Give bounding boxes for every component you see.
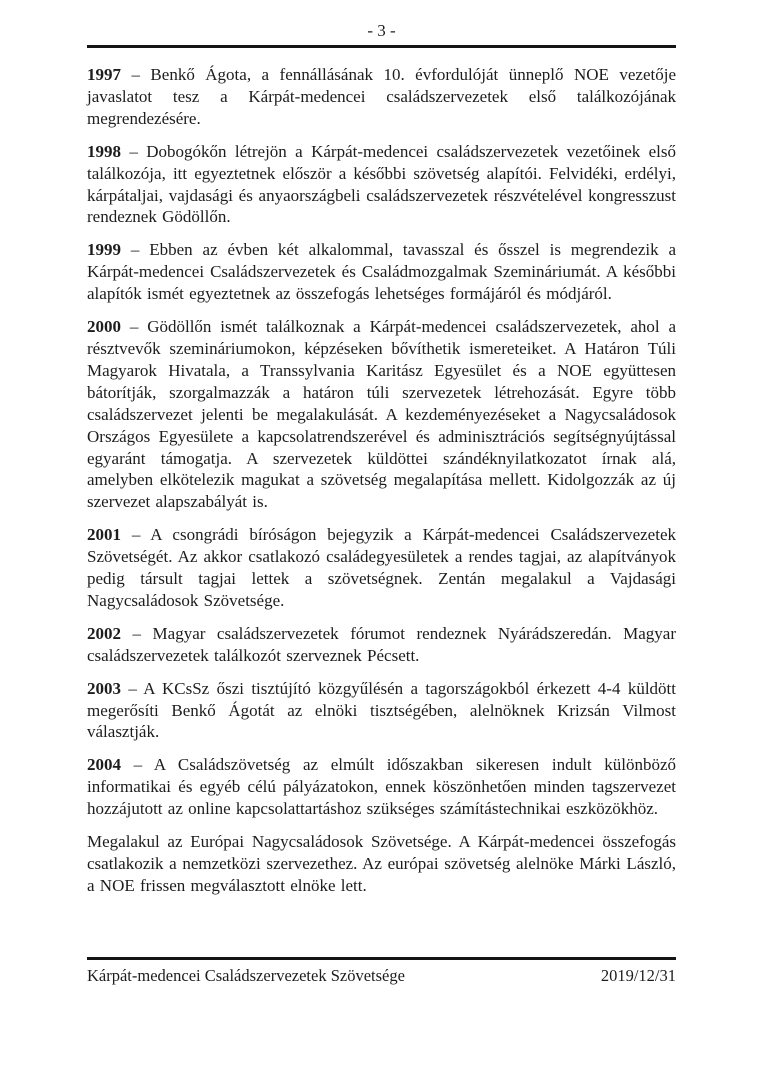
page-content [87, 21, 676, 908]
page-footer [87, 957, 676, 986]
paragraph-text: – Magyar családszervezetek fórumot rendeznek Nyárádszeredán. Magyar családszervezetek találkozót szerveznek Pécsett. [87, 623, 676, 665]
document-body [87, 64, 676, 897]
paragraph-text: – Benkő Ágota, a fennállásának 10. évfordulóját ünneplő NOE vezetője javaslatot tesz a Kárpát-medencei családszervezetek első találkozójának megrendezésére. [87, 65, 676, 128]
timeline-paragraph [87, 316, 676, 513]
paragraph-text: – Ebben az évben két alkalommal, tavasszal és ősszel is megrendezik a Kárpát-medencei Családszervezetek és Családmozgalmak Szemináriumát. A későbbi alapítók ismét egyeztetnek az összefogás lehetséges formájáról és módjáról. [87, 240, 676, 304]
footer-date: 2019/12/31 [600, 966, 676, 985]
year-label: 2004 [87, 755, 121, 775]
timeline-paragraph [87, 831, 676, 897]
footer-organization: Kárpát-medencei Családszervezetek Szövetsége [87, 966, 405, 985]
paragraph-text: – A Családszövetség az elmúlt időszakban sikeresen indult különböző informatikai és egyéb célú pályázatokon, ennek köszönhetően minden tagszervezet hozzájutott az online kapcsolattartáshoz szükséges számítástechnikai eszközökhöz. [87, 755, 676, 819]
year-label: 2000 [87, 317, 121, 337]
year-label: 2003 [87, 678, 121, 698]
timeline-paragraph [87, 623, 676, 667]
header-rule [87, 45, 676, 48]
timeline-paragraph [87, 678, 676, 744]
year-label: 2002 [87, 623, 121, 643]
year-label: 2001 [87, 525, 121, 545]
paragraph-text: – A KCsSz őszi tisztújító közgyűlésén a tagországokból érkezett 4-4 küldött megerősíti Benkő Ágotát az elnöki tisztségében, alelnöknek Krizsán Vilmost választják. [87, 678, 676, 742]
timeline-paragraph [87, 64, 676, 130]
year-label: 1998 [87, 141, 121, 161]
paragraph-text: – Gödöllőn ismét találkoznak a Kárpát-medencei családszervezetek, ahol a résztvevők szemináriumokon, képzéseken bővíthetik ismereteiket. A Határon Túli Magyarok Hivatala, a Transsylvania Karitász Egyesület és a NOE együttesen bátorítják, szorgalmazzák a határon túli szervezetek létrehozását. Egyre több családszervezet jelenti be megalakulását. A kezdeményezéseket a Nagycsaládosok Országos Egyesülete a kapcsolatrendszerével és adminisztrációs segítségnyújtással egyaránt támogatja. A szervezetek küldöttei szándéknyilatkozatot írnak alá, amelyben elkötelezik magukat a szövetség megalapítása mellett. Kidolgozzák az új szervezet alapszabályát is. [87, 317, 676, 512]
year-label: 1999 [87, 240, 121, 260]
timeline-paragraph [87, 141, 676, 229]
timeline-paragraph [87, 524, 676, 612]
timeline-paragraph [87, 239, 676, 305]
timeline-paragraph [87, 754, 676, 820]
footer-row [87, 966, 676, 986]
page-header [87, 21, 676, 48]
footer-rule [87, 957, 676, 960]
page-number: - 3 - [367, 21, 396, 40]
paragraph-text: Megalakul az Európai Nagycsaládosok Szövetsége. A Kárpát-medencei összefogás csatlakozik a nemzetközi szervezethez. Az európai szövetség alelnöke Márki László, a NOE frissen megválasztott elnöke lett. [87, 832, 676, 895]
year-label: 1997 [87, 65, 121, 84]
paragraph-text: – Dobogókőn létrejön a Kárpát-medencei családszervezetek vezetőinek első találkozója, itt egyeztetnek először a későbbi szövetség alapítói. Felvidéki, erdélyi, kárpátaljai, vajdasági és anyaországbeli családszervezetek részvételével kongresszust rendeznek Gödöllőn. [87, 141, 676, 227]
paragraph-text: – A csongrádi bíróságon bejegyzik a Kárpát-medencei Családszervezetek Szövetségét. Az akkor csatlakozó családegyesületek a rendes tagjai, az alapítványok pedig társult tagjai lettek a szövetségnek. Zentán megalakul a Vajdasági Nagycsaládosok Szövetsége. [87, 525, 676, 610]
